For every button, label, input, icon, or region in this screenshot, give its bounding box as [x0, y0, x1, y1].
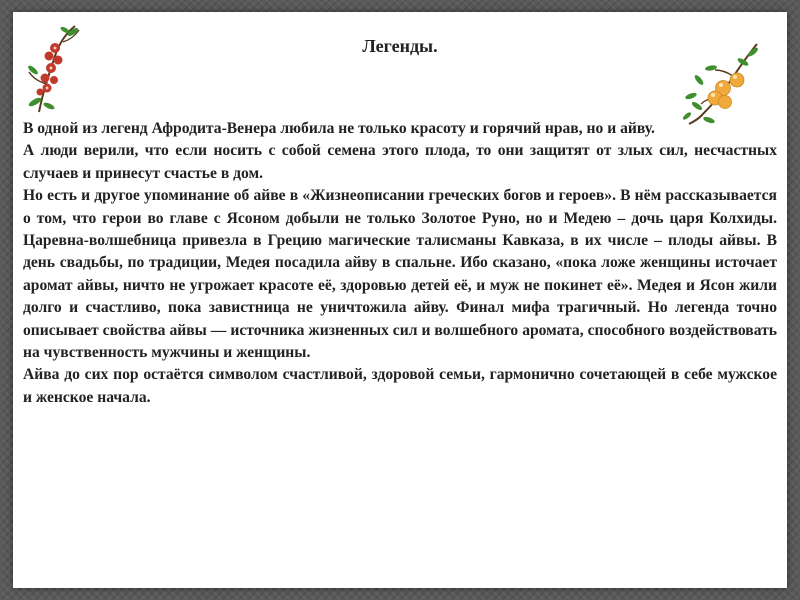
paragraph: В одной из легенд Афродита-Венера любила не только красоту и горячий нрав, но и айву.	[23, 120, 655, 137]
slide	[13, 12, 787, 588]
paragraph: Но есть и другое упоминание об айве в «Жизнеописании греческих богов и героев». В нём рассказывается о том, что герои во главе с Ясоном добыли не только Золотое Руно, но и Медею – дочь царя Колхиды. Царевна-волшебница привезла в Грецию магические талисманы Кавказа, в их числе – плоды айвы. В день свадьбы, по традиции, Медея посадила айву в спальне. Ибо сказано, «пока ложе женщины источает аромат айвы, ничто не угрожает красоте её, здоровью детей её, и муж не покинет её». Медея и Ясон жили долго и счастливо, пока завистница не уничтожила айву. Финал мифа трагичный. Но легенда точно описывает свойства айвы — источника жизненных сил и волшебного аромата, способного воздействовать на чувственность мужчины и женщины.	[23, 187, 777, 362]
paragraph: Айва до сих пор остаётся символом счастливой, здоровой семьи, гармонично сочетающей в себе мужское и женское начала.	[23, 366, 777, 406]
page-title: Легенды.	[362, 36, 438, 56]
paragraph: А люди верили, что если носить с собой семена этого плода, то они защитят от злых сил, несчастных случаев и принесут счастье в дом.	[23, 142, 777, 182]
legend-text	[23, 118, 777, 409]
